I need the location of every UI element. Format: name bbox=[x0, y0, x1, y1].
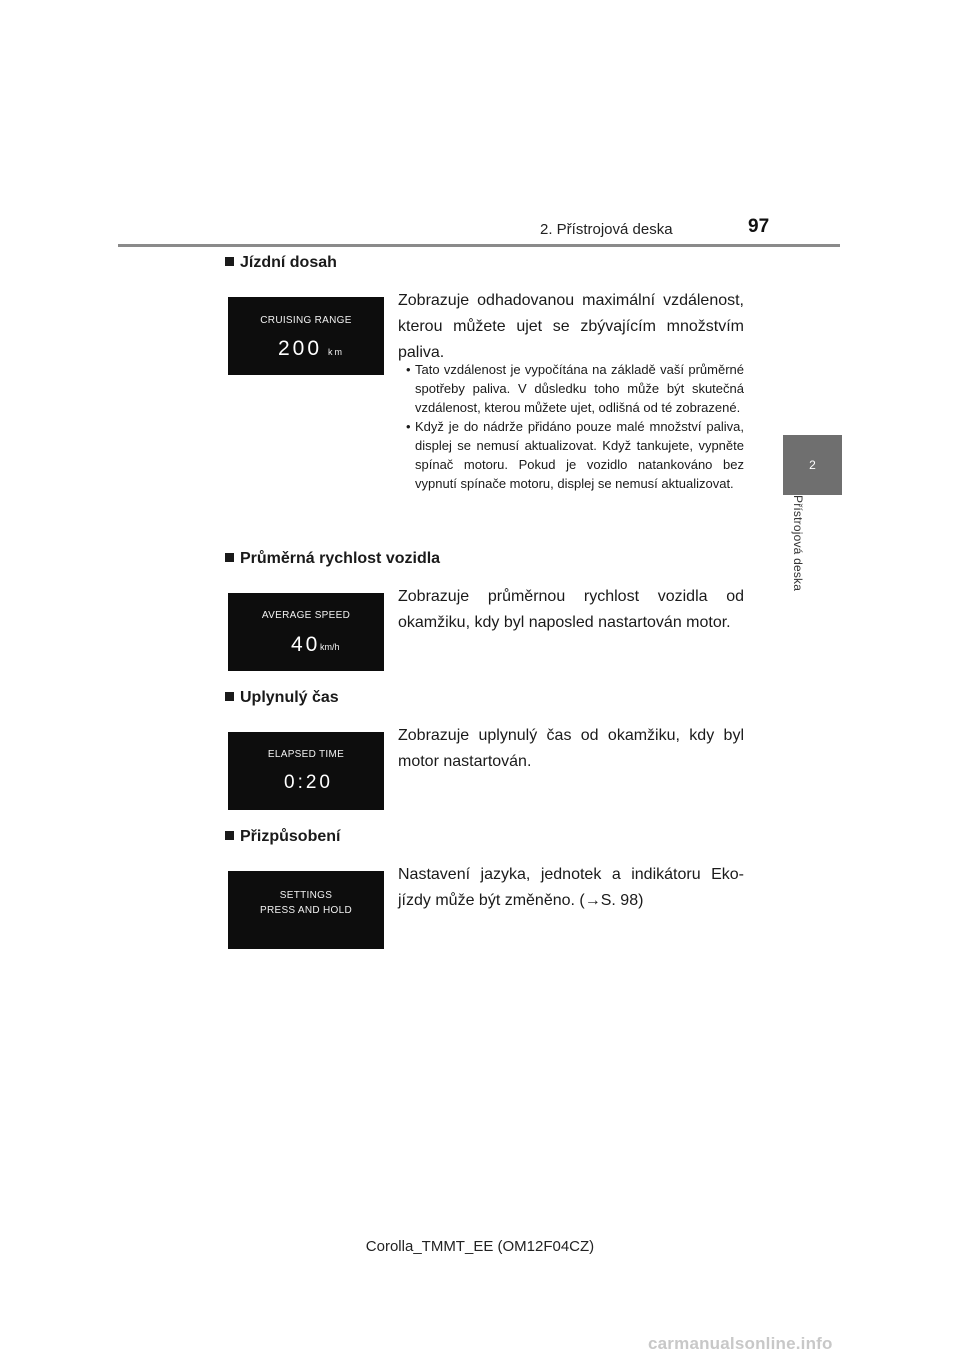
display-settings bbox=[228, 871, 384, 949]
display-elapsed-time bbox=[228, 732, 384, 810]
page-number: 97 bbox=[748, 216, 770, 237]
section-text-cruising-range: Zobrazuje odhadovanou maximální vzdálenost, kterou můžete ujet se zbývajícím množstvím paliva. bbox=[398, 292, 744, 361]
display-label: ELAPSED TIME bbox=[267, 749, 345, 760]
chapter-tab-label: Přístrojová deska bbox=[791, 495, 805, 592]
watermark: carmanualsonline.info bbox=[648, 1334, 833, 1353]
chapter-tab-number: 2 bbox=[809, 458, 816, 472]
section-text-elapsed-time: Zobrazuje uplynulý čas od okamžiku, kdy byl motor nastartován. bbox=[398, 727, 744, 770]
display-unit: km bbox=[328, 347, 344, 357]
header-divider bbox=[118, 244, 840, 247]
display-label: AVERAGE SPEED bbox=[261, 610, 351, 621]
chapter-title: 2. Přístrojová deska bbox=[540, 221, 673, 238]
document-footer: Corolla_TMMT_EE (OM12F04CZ) bbox=[365, 1238, 595, 1255]
list-item: • Tato vzdálenost je vypočítána na základě vaší průměrné spotřeby paliva. V důsledku toho může být skutečná vzdálenost, kterou můžete ujet, odlišná od té zobrazené. bbox=[406, 362, 744, 415]
square-bullet-icon bbox=[225, 692, 234, 701]
chapter-tab bbox=[783, 435, 842, 495]
display-value: 0:20 bbox=[284, 772, 333, 793]
section-text-settings: Nastavení jazyka, jednotek a indikátoru Eko-jízdy může být změněno. (→S. 98) bbox=[398, 866, 744, 909]
note-list bbox=[398, 360, 744, 493]
display-cruising-range bbox=[228, 297, 384, 375]
display-value: 200 bbox=[278, 337, 323, 360]
section-heading-settings: Přizpůsobení bbox=[225, 828, 340, 846]
square-bullet-icon bbox=[225, 553, 234, 562]
display-label: CRUISING RANGE bbox=[260, 315, 352, 326]
square-bullet-icon bbox=[225, 257, 234, 266]
display-label: PRESS AND HOLD bbox=[259, 905, 352, 916]
list-item: • Když je do nádrže přidáno pouze malé množství paliva, displej se nemusí aktualizovat. Když tankujete, vypněte spínač motoru. Pokud je vozidlo natankováno bez vypnutí spínače motoru, displej se nemusí aktualizovat. bbox=[406, 419, 744, 491]
display-average-speed bbox=[228, 593, 384, 671]
display-unit: km/h bbox=[320, 642, 340, 652]
display-label: SETTINGS bbox=[279, 890, 333, 901]
section-heading-cruising-range: Jízdní dosah bbox=[225, 254, 337, 272]
section-text-average-speed: Zobrazuje průměrnou rychlost vozidla od okamžiku, kdy byl naposled nastartován motor. bbox=[398, 588, 744, 631]
section-heading-average-speed: Průměrná rychlost vozidla bbox=[225, 550, 440, 568]
display-value: 40 bbox=[291, 633, 321, 656]
section-heading-elapsed-time: Uplynulý čas bbox=[225, 689, 339, 707]
square-bullet-icon bbox=[225, 831, 234, 840]
